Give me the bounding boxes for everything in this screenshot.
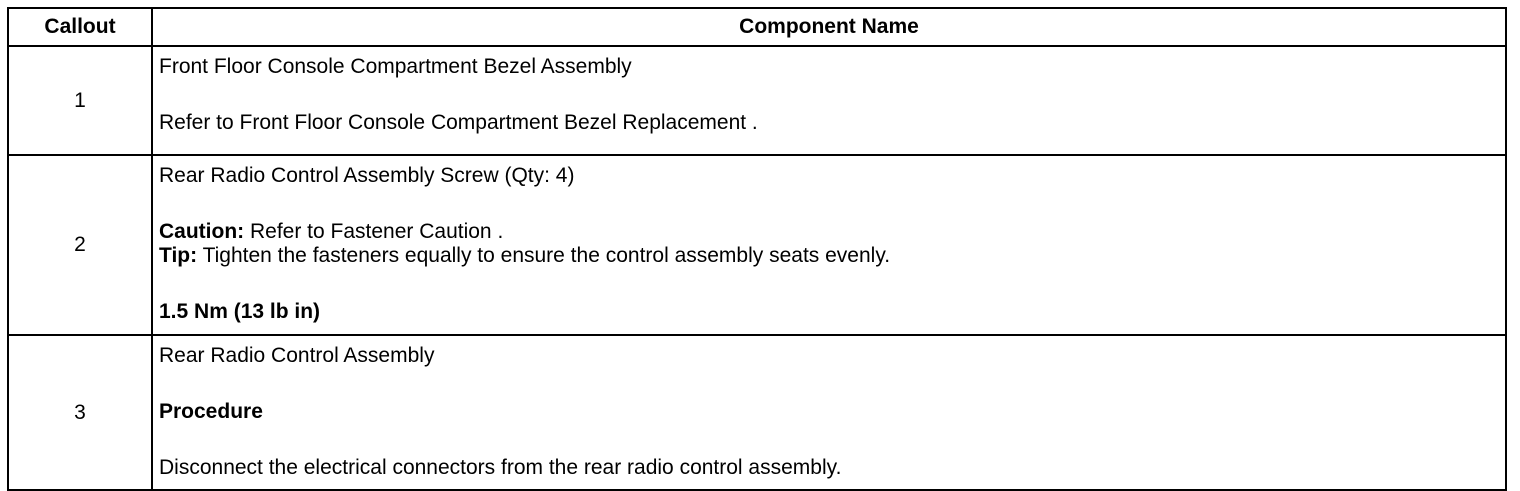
caution-line [159, 220, 1497, 244]
component-name-column-header: Component Name [152, 8, 1506, 46]
component-title: Front Floor Console Compartment Bezel Assembly [159, 55, 632, 78]
callout-number: 2 [8, 155, 152, 335]
tip-text: Tighten the fasteners equally to ensure the control assembly seats evenly. [197, 244, 891, 267]
component-description [152, 155, 1506, 335]
component-description [152, 46, 1506, 155]
callout-column-header: Callout [8, 8, 152, 46]
component-description [152, 335, 1506, 490]
table-row [8, 46, 1506, 155]
callout-number: 1 [8, 46, 152, 155]
torque-spec: 1.5 Nm (13 lb in) [159, 300, 321, 323]
component-title: Rear Radio Control Assembly [159, 344, 435, 367]
component-title: Rear Radio Control Assembly Screw (Qty: 4) [159, 164, 575, 187]
tip-label: Tip: [159, 244, 198, 267]
callout-number: 3 [8, 335, 152, 490]
table-header-row [8, 8, 1506, 46]
table-row [8, 335, 1506, 490]
caution-label: Caution: [159, 220, 245, 243]
procedure-label: Procedure [159, 400, 263, 423]
tip-line [159, 244, 1497, 268]
table-row [8, 155, 1506, 335]
reference-text: Refer to Front Floor Console Compartment Bezel Replacement . [159, 111, 758, 134]
component-table [7, 7, 1507, 491]
procedure-step: Disconnect the electrical connectors from the rear radio control assembly. [159, 456, 842, 479]
caution-text: Refer to Fastener Caution . [244, 220, 504, 243]
